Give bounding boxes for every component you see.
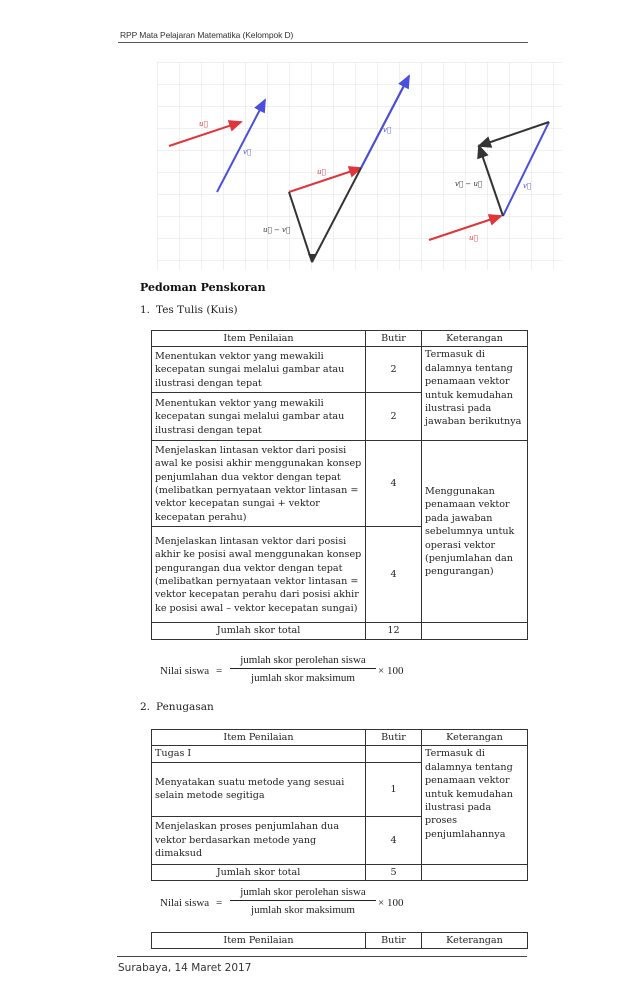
table-header-row: [152, 331, 528, 347]
formula-denominator: jumlah skor maksimum: [251, 672, 355, 684]
label-u-right: u⃗: [469, 234, 478, 242]
header-butir: Butir: [366, 730, 422, 746]
list-item-2-label: Penugasan: [156, 701, 214, 713]
cell-keterangan: Termasuk di dalamnya tentang penamaan vektor untuk kemudahan ilustrasi pada proses penjumlahannya: [422, 746, 528, 864]
cell-item: Menjelaskan proses penjumlahan dua vektor berdasarkan metode yang dimaksud: [152, 816, 366, 864]
cell-butir: 2: [366, 393, 422, 441]
formula-eq: =: [216, 665, 223, 677]
label-u-minus-v: u⃗ − v⃗: [263, 226, 291, 234]
cell-item: Menentukan vektor yang mewakili kecepatan sungai melalui gambar atau ilustrasi dengan tepat: [152, 393, 366, 441]
header-keterangan: Keterangan: [422, 331, 528, 347]
list-item-2-number: 2.: [140, 701, 151, 713]
label-v-middle: v⃗: [383, 126, 392, 134]
formula-label: Nilai siswa: [160, 665, 210, 677]
label-v-right: v⃗: [523, 182, 532, 190]
vector-figure: [157, 62, 562, 270]
total-value: 5: [366, 864, 422, 880]
score-table-tugas: [151, 729, 528, 881]
cell-butir: 4: [366, 527, 422, 623]
header-item: Item Penilaian: [152, 933, 366, 949]
formula-times: × 100: [378, 665, 404, 677]
formula-denominator: jumlah skor maksimum: [251, 904, 355, 916]
header-keterangan: Keterangan: [422, 933, 528, 949]
group-label: Tugas I: [152, 746, 366, 762]
formula-fraction: [230, 654, 376, 684]
table-header-row: [152, 933, 528, 949]
page-footer: Surabaya, 14 Maret 2017: [118, 962, 252, 974]
page-header: RPP Mata Pelajaran Matematika (Kelompok D): [120, 30, 294, 40]
table-total-row: [152, 623, 528, 639]
formula-label: Nilai siswa: [160, 897, 210, 909]
header-item: Item Penilaian: [152, 730, 366, 746]
cell-butir: 1: [366, 762, 422, 816]
header-keterangan: Keterangan: [422, 730, 528, 746]
cell-keterangan: Termasuk di dalamnya tentang penamaan vektor untuk kemudahan ilustrasi pada jawaban berikutnya: [422, 347, 528, 441]
formula-eq: =: [216, 897, 223, 909]
table-group-row: [152, 746, 528, 762]
formula-numerator: jumlah skor perolehan siswa: [230, 654, 376, 669]
cell-item: Menjelaskan lintasan vektor dari posisi akhir ke posisi awal menggunakan konsep pengurangan dua vektor dengan tepat (melibatkan pernyataan vektor lintasan = vektor kecepatan perahu dari posisi akhir ke posisi awal – vektor kecepatan sungai): [152, 527, 366, 623]
footer-divider: [117, 956, 527, 957]
header-butir: Butir: [366, 933, 422, 949]
label-u-middle: u⃗: [317, 168, 326, 176]
cell-butir: 4: [366, 816, 422, 864]
formula-times: × 100: [378, 897, 404, 909]
cell-item: Menyatakan suatu metode yang sesuai selain metode segitiga: [152, 762, 366, 816]
section-title: Pedoman Penskoran: [140, 281, 266, 294]
total-value: 12: [366, 623, 422, 639]
header-butir: Butir: [366, 331, 422, 347]
table-header-row: [152, 730, 528, 746]
table-row: [152, 441, 528, 527]
cell-keterangan: Menggunakan penamaan vektor pada jawaban sebelumnya untuk operasi vektor (penjumlahan dan pengurangan): [422, 441, 528, 623]
list-item-2: [140, 701, 214, 713]
header-item: Item Penilaian: [152, 331, 366, 347]
total-empty: [422, 864, 528, 880]
table-total-row: [152, 864, 528, 880]
label-v-left: v⃗: [243, 148, 252, 156]
score-table-partial: [151, 932, 528, 949]
formula-numerator: jumlah skor perolehan siswa: [230, 886, 376, 901]
group-empty-butir: [366, 746, 422, 762]
list-item-1: [140, 304, 238, 316]
cell-item: Menjelaskan lintasan vektor dari posisi awal ke posisi akhir menggunakan konsep penjumlahan dua vektor dengan tepat (melibatkan pernyataan vektor lintasan = vektor kecepatan sungai + vektor kecepatan perahu): [152, 441, 366, 527]
label-v-minus-u: v⃗ − u⃗: [455, 180, 483, 188]
cell-butir: 4: [366, 441, 422, 527]
formula-fraction: [230, 886, 376, 916]
cell-butir: 2: [366, 347, 422, 393]
cell-item: Menentukan vektor yang mewakili kecepatan sungai melalui gambar atau ilustrasi dengan tepat: [152, 347, 366, 393]
table-row: [152, 347, 528, 393]
grid-background: [157, 62, 562, 270]
total-label: Jumlah skor total: [152, 864, 366, 880]
score-table-quiz: [151, 330, 528, 640]
header-divider: [118, 42, 528, 43]
total-label: Jumlah skor total: [152, 623, 366, 639]
label-u-left: u⃗: [199, 120, 208, 128]
total-empty: [422, 623, 528, 639]
list-item-1-label: Tes Tulis (Kuis): [156, 304, 238, 316]
list-item-1-number: 1.: [140, 304, 151, 316]
